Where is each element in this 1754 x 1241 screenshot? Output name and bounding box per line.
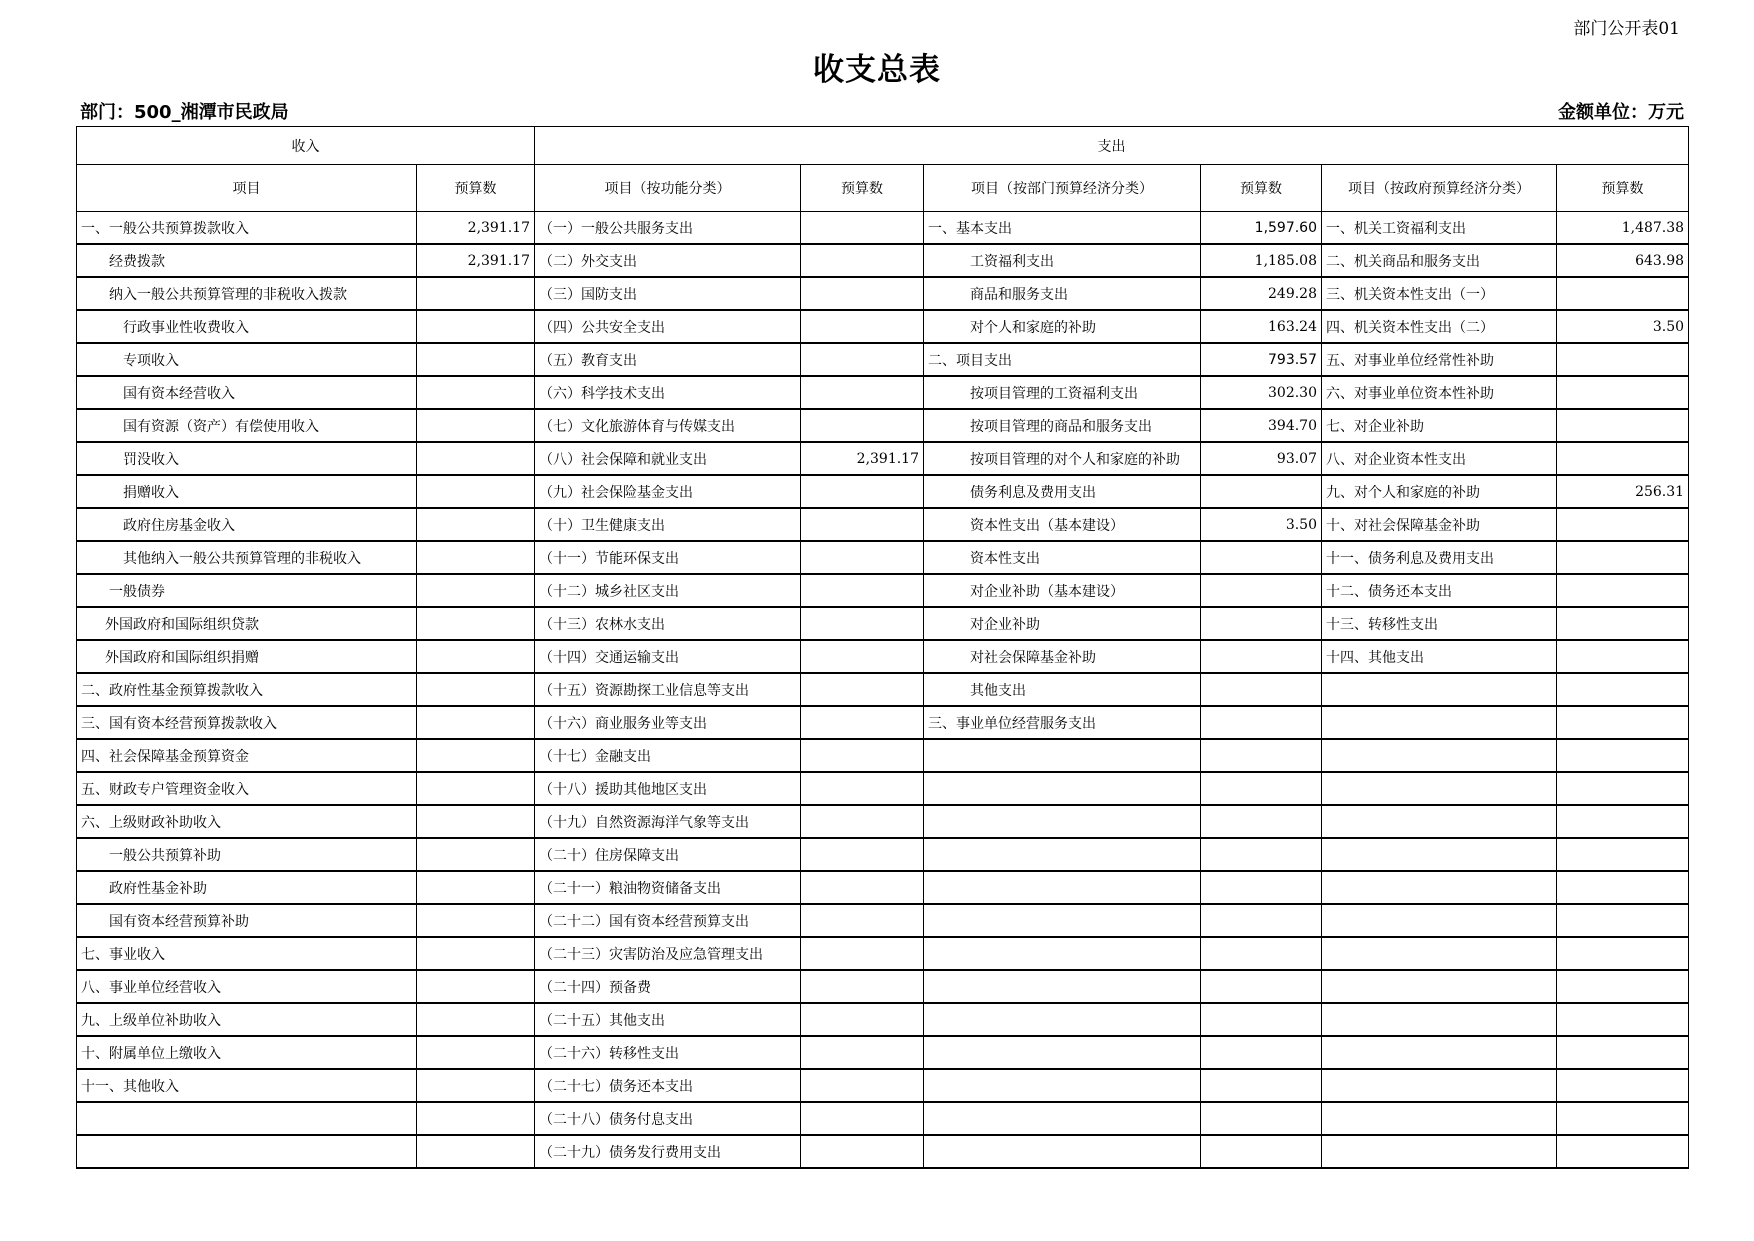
- dept-budget-cell: [1201, 871, 1322, 904]
- dept-item-cell: [924, 1036, 1201, 1069]
- dept-budget-cell: 394.70: [1201, 409, 1322, 442]
- dept-budget-cell: [1201, 673, 1322, 706]
- gov-item-cell: 四、机关资本性支出（二）: [1322, 310, 1557, 343]
- func-budget-cell: [801, 475, 924, 508]
- table-row: [77, 310, 1689, 343]
- dept-item-cell: 对社会保障基金补助: [924, 640, 1201, 673]
- func-item-cell: （四）公共安全支出: [535, 310, 801, 343]
- table-row: [77, 442, 1689, 475]
- func-budget-cell: [801, 607, 924, 640]
- income-item-cell: 其他纳入一般公共预算管理的非税收入: [77, 541, 417, 574]
- gov-budget-cell: 3.50: [1557, 310, 1689, 343]
- table-row: [77, 212, 1689, 245]
- dept-item-cell: [924, 1102, 1201, 1135]
- income-budget-cell: [417, 904, 535, 937]
- table-row: [77, 772, 1689, 805]
- dept-item-cell: 对企业补助（基本建设）: [924, 574, 1201, 607]
- gov-budget-cell: 1,487.38: [1557, 212, 1689, 245]
- func-item-cell: （十六）商业服务业等支出: [535, 706, 801, 739]
- func-item-cell: （二十三）灾害防治及应急管理支出: [535, 937, 801, 970]
- income-item-cell: [77, 1135, 417, 1168]
- income-item-cell: 纳入一般公共预算管理的非税收入拨款: [77, 277, 417, 310]
- func-budget-cell: [801, 805, 924, 838]
- income-item-cell: 一、一般公共预算拨款收入: [77, 212, 417, 245]
- table-row: [77, 871, 1689, 904]
- table-row: [77, 937, 1689, 970]
- income-budget-cell: [417, 376, 535, 409]
- income-budget-cell: [417, 574, 535, 607]
- income-item-cell: 一般公共预算补助: [77, 838, 417, 871]
- dept-budget-cell: [1201, 1036, 1322, 1069]
- gov-item-cell: 十四、其他支出: [1322, 640, 1557, 673]
- func-item-cell: （五）教育支出: [535, 343, 801, 376]
- dept-budget-cell: [1201, 706, 1322, 739]
- income-item-cell: 行政事业性收费收入: [77, 310, 417, 343]
- gov-budget-cell: [1557, 442, 1689, 475]
- gov-budget-cell: [1557, 541, 1689, 574]
- func-item-cell: （二十）住房保障支出: [535, 838, 801, 871]
- gov-item-cell: 十二、债务还本支出: [1322, 574, 1557, 607]
- func-budget-cell: [801, 1069, 924, 1102]
- income-budget-cell: 2,391.17: [417, 244, 535, 277]
- gov-budget-cell: [1557, 574, 1689, 607]
- gov-item-cell: 五、对事业单位经常性补助: [1322, 343, 1557, 376]
- dept-item-cell: 商品和服务支出: [924, 277, 1201, 310]
- dept-item-cell: [924, 937, 1201, 970]
- income-budget-cell: [417, 838, 535, 871]
- gov-budget-cell: 256.31: [1557, 475, 1689, 508]
- income-budget-cell: [417, 277, 535, 310]
- dept-budget-cell: [1201, 970, 1322, 1003]
- income-item-cell: 六、上级财政补助收入: [77, 805, 417, 838]
- func-budget-cell: [801, 937, 924, 970]
- func-item-cell: （二十七）债务还本支出: [535, 1069, 801, 1102]
- dept-budget-cell: 793.57: [1201, 343, 1322, 376]
- table-row: [77, 673, 1689, 706]
- func-item-cell: （十七）金融支出: [535, 739, 801, 772]
- gov-budget-cell: [1557, 607, 1689, 640]
- gov-budget-cell: [1557, 739, 1689, 772]
- gov-budget-cell: [1557, 376, 1689, 409]
- income-budget-cell: [417, 1036, 535, 1069]
- gov-budget-cell: [1557, 871, 1689, 904]
- income-budget-cell: [417, 640, 535, 673]
- budget-summary-table: [76, 126, 1689, 1169]
- dept-item-cell: [924, 1135, 1201, 1168]
- income-item-cell: 十一、其他收入: [77, 1069, 417, 1102]
- dept-item-cell: 资本性支出: [924, 541, 1201, 574]
- table-row: [77, 343, 1689, 376]
- gov-item-cell: 二、机关商品和服务支出: [1322, 244, 1557, 277]
- table-row: [77, 970, 1689, 1003]
- dept-item-cell: [924, 871, 1201, 904]
- income-item-cell: [77, 1102, 417, 1135]
- func-item-cell: （十八）援助其他地区支出: [535, 772, 801, 805]
- func-budget-cell: [801, 541, 924, 574]
- income-budget-cell: [417, 508, 535, 541]
- table-row: [77, 1135, 1689, 1168]
- func-item-cell: （八）社会保障和就业支出: [535, 442, 801, 475]
- income-budget-cell: [417, 673, 535, 706]
- dept-budget-cell: [1201, 838, 1322, 871]
- table-row: [77, 409, 1689, 442]
- gov-budget-cell: [1557, 1102, 1689, 1135]
- dept-item-cell: 二、项目支出: [924, 343, 1201, 376]
- gov-budget-cell: [1557, 772, 1689, 805]
- func-item-cell: （二十九）债务发行费用支出: [535, 1135, 801, 1168]
- table-row: [77, 508, 1689, 541]
- func-item-cell: （三）国防支出: [535, 277, 801, 310]
- gov-item-cell: 十三、转移性支出: [1322, 607, 1557, 640]
- gov-item-cell: 三、机关资本性支出（一）: [1322, 277, 1557, 310]
- gov-item-cell: [1322, 1003, 1557, 1036]
- income-item-cell: 政府性基金补助: [77, 871, 417, 904]
- income-budget-cell: [417, 475, 535, 508]
- income-item-cell: 外国政府和国际组织捐赠: [77, 640, 417, 673]
- income-budget-cell: 2,391.17: [417, 212, 535, 245]
- func-item-cell: （十三）农林水支出: [535, 607, 801, 640]
- gov-item-cell: [1322, 904, 1557, 937]
- col-header-gov-item: 项目（按政府预算经济分类）: [1322, 165, 1557, 212]
- income-item-cell: 国有资本经营收入: [77, 376, 417, 409]
- gov-budget-cell: [1557, 508, 1689, 541]
- gov-budget-cell: [1557, 904, 1689, 937]
- func-budget-cell: [801, 739, 924, 772]
- dept-budget-cell: [1201, 1102, 1322, 1135]
- func-item-cell: （六）科学技术支出: [535, 376, 801, 409]
- gov-item-cell: 八、对企业资本性支出: [1322, 442, 1557, 475]
- func-budget-cell: [801, 1003, 924, 1036]
- dept-budget-cell: 302.30: [1201, 376, 1322, 409]
- gov-item-cell: [1322, 838, 1557, 871]
- gov-item-cell: [1322, 1135, 1557, 1168]
- gov-item-cell: [1322, 805, 1557, 838]
- dept-budget-cell: [1201, 739, 1322, 772]
- gov-item-cell: [1322, 1102, 1557, 1135]
- income-budget-cell: [417, 1102, 535, 1135]
- gov-item-cell: 七、对企业补助: [1322, 409, 1557, 442]
- dept-item-cell: [924, 1003, 1201, 1036]
- func-item-cell: （二十八）债务付息支出: [535, 1102, 801, 1135]
- table-row: [77, 475, 1689, 508]
- income-budget-cell: [417, 442, 535, 475]
- func-item-cell: （二十五）其他支出: [535, 1003, 801, 1036]
- dept-budget-cell: [1201, 1069, 1322, 1102]
- func-budget-cell: [801, 640, 924, 673]
- gov-item-cell: [1322, 871, 1557, 904]
- func-item-cell: （一）一般公共服务支出: [535, 212, 801, 245]
- income-budget-cell: [417, 1003, 535, 1036]
- table-row: [77, 838, 1689, 871]
- table-row: [77, 541, 1689, 574]
- dept-budget-cell: [1201, 541, 1322, 574]
- func-item-cell: （十一）节能环保支出: [535, 541, 801, 574]
- page-title: 收支总表: [813, 52, 941, 88]
- dept-item-cell: 资本性支出（基本建设）: [924, 508, 1201, 541]
- table-row: [77, 244, 1689, 277]
- dept-budget-cell: [1201, 574, 1322, 607]
- income-budget-cell: [417, 772, 535, 805]
- dept-item-cell: 债务利息及费用支出: [924, 475, 1201, 508]
- table-row: [77, 1036, 1689, 1069]
- table-row: [77, 1003, 1689, 1036]
- func-budget-cell: [801, 838, 924, 871]
- dept-budget-cell: 163.24: [1201, 310, 1322, 343]
- table-row: [77, 706, 1689, 739]
- dept-budget-cell: 1,185.08: [1201, 244, 1322, 277]
- table-row: [77, 739, 1689, 772]
- func-budget-cell: [801, 376, 924, 409]
- dept-budget-cell: [1201, 805, 1322, 838]
- gov-item-cell: 十、对社会保障基金补助: [1322, 508, 1557, 541]
- expense-section-header: 支出: [535, 127, 1689, 165]
- col-header-func-item: 项目（按功能分类）: [535, 165, 801, 212]
- table-row: [77, 640, 1689, 673]
- func-item-cell: （二十四）预备费: [535, 970, 801, 1003]
- income-budget-cell: [417, 805, 535, 838]
- func-budget-cell: [801, 574, 924, 607]
- gov-budget-cell: [1557, 343, 1689, 376]
- func-budget-cell: [801, 1135, 924, 1168]
- income-budget-cell: [417, 937, 535, 970]
- gov-budget-cell: [1557, 970, 1689, 1003]
- dept-item-cell: [924, 970, 1201, 1003]
- gov-budget-cell: 643.98: [1557, 244, 1689, 277]
- department-label: 部门：500_湘潭市民政局: [80, 102, 289, 123]
- gov-item-cell: [1322, 673, 1557, 706]
- dept-item-cell: [924, 805, 1201, 838]
- gov-item-cell: [1322, 706, 1557, 739]
- dept-budget-cell: [1201, 937, 1322, 970]
- dept-item-cell: [924, 838, 1201, 871]
- income-item-cell: 四、社会保障基金预算资金: [77, 739, 417, 772]
- income-item-cell: 三、国有资本经营预算拨款收入: [77, 706, 417, 739]
- table-row: [77, 805, 1689, 838]
- func-budget-cell: [801, 772, 924, 805]
- income-item-cell: 捐赠收入: [77, 475, 417, 508]
- func-item-cell: （九）社会保险基金支出: [535, 475, 801, 508]
- dept-budget-cell: 3.50: [1201, 508, 1322, 541]
- gov-item-cell: 十一、债务利息及费用支出: [1322, 541, 1557, 574]
- func-item-cell: （二）外交支出: [535, 244, 801, 277]
- income-section-header: 收入: [77, 127, 535, 165]
- func-item-cell: （十）卫生健康支出: [535, 508, 801, 541]
- func-item-cell: （二十一）粮油物资储备支出: [535, 871, 801, 904]
- gov-budget-cell: [1557, 409, 1689, 442]
- dept-budget-cell: 1,597.60: [1201, 212, 1322, 245]
- func-budget-cell: [801, 277, 924, 310]
- func-budget-cell: [801, 1036, 924, 1069]
- dept-budget-cell: 249.28: [1201, 277, 1322, 310]
- dept-item-cell: 对个人和家庭的补助: [924, 310, 1201, 343]
- income-item-cell: 政府住房基金收入: [77, 508, 417, 541]
- income-item-cell: 八、事业单位经营收入: [77, 970, 417, 1003]
- dept-item-cell: 其他支出: [924, 673, 1201, 706]
- dept-budget-cell: [1201, 640, 1322, 673]
- gov-item-cell: 一、机关工资福利支出: [1322, 212, 1557, 245]
- col-header-dept-budget: 预算数: [1201, 165, 1322, 212]
- table-row: [77, 904, 1689, 937]
- income-item-cell: 二、政府性基金预算拨款收入: [77, 673, 417, 706]
- func-budget-cell: [801, 508, 924, 541]
- income-budget-cell: [417, 607, 535, 640]
- col-header-income-item: 项目: [77, 165, 417, 212]
- func-budget-cell: [801, 871, 924, 904]
- col-header-dept-item: 项目（按部门预算经济分类）: [924, 165, 1201, 212]
- func-item-cell: （二十二）国有资本经营预算支出: [535, 904, 801, 937]
- income-item-cell: 经费拨款: [77, 244, 417, 277]
- income-item-cell: 外国政府和国际组织贷款: [77, 607, 417, 640]
- income-item-cell: 国有资源（资产）有偿使用收入: [77, 409, 417, 442]
- gov-budget-cell: [1557, 805, 1689, 838]
- dept-budget-cell: [1201, 1003, 1322, 1036]
- income-budget-cell: [417, 970, 535, 1003]
- table-row: [77, 1102, 1689, 1135]
- income-item-cell: 五、财政专户管理资金收入: [77, 772, 417, 805]
- gov-item-cell: [1322, 1036, 1557, 1069]
- func-budget-cell: [801, 904, 924, 937]
- gov-item-cell: 九、对个人和家庭的补助: [1322, 475, 1557, 508]
- func-item-cell: （十二）城乡社区支出: [535, 574, 801, 607]
- gov-item-cell: [1322, 970, 1557, 1003]
- gov-budget-cell: [1557, 1003, 1689, 1036]
- dept-item-cell: [924, 904, 1201, 937]
- dept-item-cell: [924, 1069, 1201, 1102]
- dept-item-cell: 三、事业单位经营服务支出: [924, 706, 1201, 739]
- gov-item-cell: [1322, 937, 1557, 970]
- col-header-gov-budget: 预算数: [1557, 165, 1689, 212]
- gov-item-cell: [1322, 739, 1557, 772]
- gov-budget-cell: [1557, 706, 1689, 739]
- income-budget-cell: [417, 739, 535, 772]
- func-budget-cell: [801, 409, 924, 442]
- amount-unit-label: 金额单位：万元: [1558, 102, 1684, 123]
- income-budget-cell: [417, 343, 535, 376]
- income-budget-cell: [417, 409, 535, 442]
- table-row: [77, 277, 1689, 310]
- gov-item-cell: [1322, 1069, 1557, 1102]
- income-item-cell: 七、事业收入: [77, 937, 417, 970]
- col-header-income-budget: 预算数: [417, 165, 535, 212]
- income-item-cell: 一般债券: [77, 574, 417, 607]
- income-budget-cell: [417, 871, 535, 904]
- dept-budget-cell: [1201, 1135, 1322, 1168]
- func-budget-cell: [801, 706, 924, 739]
- func-budget-cell: [801, 673, 924, 706]
- gov-budget-cell: [1557, 1069, 1689, 1102]
- gov-item-cell: [1322, 772, 1557, 805]
- func-item-cell: （十九）自然资源海洋气象等支出: [535, 805, 801, 838]
- func-budget-cell: [801, 244, 924, 277]
- gov-budget-cell: [1557, 1135, 1689, 1168]
- col-header-func-budget: 预算数: [801, 165, 924, 212]
- func-item-cell: （十四）交通运输支出: [535, 640, 801, 673]
- income-item-cell: 十、附属单位上缴收入: [77, 1036, 417, 1069]
- income-budget-cell: [417, 1135, 535, 1168]
- income-item-cell: 国有资本经营预算补助: [77, 904, 417, 937]
- dept-budget-cell: [1201, 904, 1322, 937]
- func-item-cell: （二十六）转移性支出: [535, 1036, 801, 1069]
- dept-budget-cell: [1201, 772, 1322, 805]
- income-budget-cell: [417, 706, 535, 739]
- dept-item-cell: [924, 772, 1201, 805]
- gov-budget-cell: [1557, 937, 1689, 970]
- dept-item-cell: 按项目管理的商品和服务支出: [924, 409, 1201, 442]
- dept-budget-cell: [1201, 607, 1322, 640]
- income-budget-cell: [417, 541, 535, 574]
- func-budget-cell: 2,391.17: [801, 442, 924, 475]
- table-row: [77, 376, 1689, 409]
- gov-budget-cell: [1557, 673, 1689, 706]
- func-budget-cell: [801, 343, 924, 376]
- dept-item-cell: 工资福利支出: [924, 244, 1201, 277]
- income-item-cell: 九、上级单位补助收入: [77, 1003, 417, 1036]
- func-budget-cell: [801, 970, 924, 1003]
- income-budget-cell: [417, 310, 535, 343]
- table-row: [77, 607, 1689, 640]
- income-budget-cell: [417, 1069, 535, 1102]
- dept-item-cell: [924, 739, 1201, 772]
- table-row: [77, 574, 1689, 607]
- dept-item-cell: 对企业补助: [924, 607, 1201, 640]
- dept-item-cell: 按项目管理的对个人和家庭的补助: [924, 442, 1201, 475]
- dept-item-cell: 一、基本支出: [924, 212, 1201, 245]
- table-row: [77, 1069, 1689, 1102]
- form-number: 部门公开表01: [1573, 19, 1680, 39]
- income-item-cell: 专项收入: [77, 343, 417, 376]
- gov-item-cell: 六、对事业单位资本性补助: [1322, 376, 1557, 409]
- func-budget-cell: [801, 1102, 924, 1135]
- func-item-cell: （十五）资源勘探工业信息等支出: [535, 673, 801, 706]
- dept-budget-cell: [1201, 475, 1322, 508]
- dept-budget-cell: 93.07: [1201, 442, 1322, 475]
- income-item-cell: 罚没收入: [77, 442, 417, 475]
- gov-budget-cell: [1557, 1036, 1689, 1069]
- func-budget-cell: [801, 212, 924, 245]
- gov-budget-cell: [1557, 640, 1689, 673]
- dept-item-cell: 按项目管理的工资福利支出: [924, 376, 1201, 409]
- func-item-cell: （七）文化旅游体育与传媒支出: [535, 409, 801, 442]
- gov-budget-cell: [1557, 277, 1689, 310]
- func-budget-cell: [801, 310, 924, 343]
- gov-budget-cell: [1557, 838, 1689, 871]
